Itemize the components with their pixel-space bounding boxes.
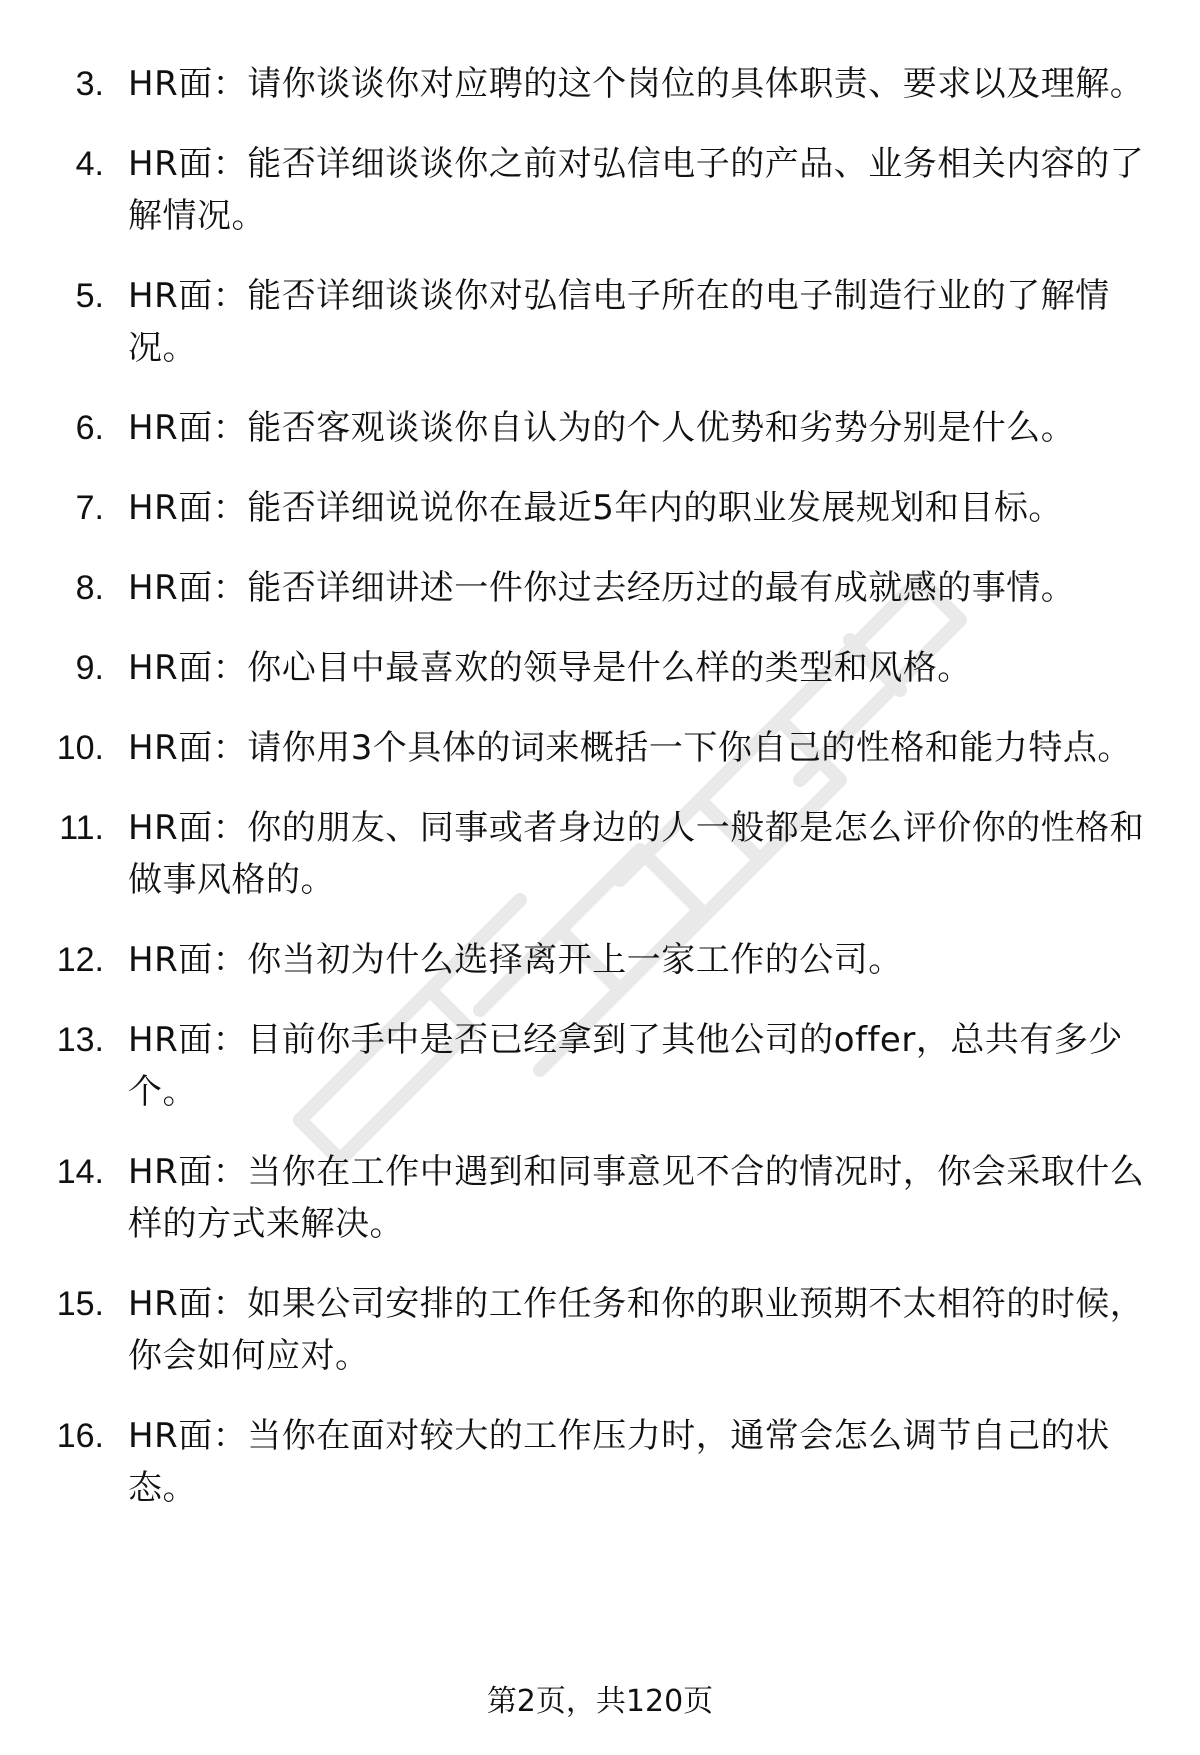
question-item — [0, 1014, 1200, 1118]
question-item — [0, 562, 1200, 614]
question-text: HR面：你当初为什么选择离开上一家工作的公司。 — [128, 940, 903, 980]
question-number: 5. — [75, 277, 104, 315]
question-number: 9. — [75, 649, 104, 687]
question-item — [0, 722, 1200, 774]
question-item — [0, 802, 1200, 906]
question-list — [0, 58, 1200, 1542]
question-text: HR面：目前你手中是否已经拿到了其他公司的offer，总共有多少个。 — [128, 1020, 1123, 1112]
question-number: 8. — [75, 569, 104, 607]
question-text: HR面：当你在工作中遇到和同事意见不合的情况时，你会采取什么样的方式来解决。 — [128, 1152, 1145, 1244]
question-text: HR面：当你在面对较大的工作压力时，通常会怎么调节自己的状态。 — [128, 1416, 1110, 1508]
question-item — [0, 1278, 1200, 1382]
question-number: 12. — [56, 941, 104, 979]
question-text: HR面：能否详细说说你在最近5年内的职业发展规划和目标。 — [128, 488, 1063, 528]
question-number: 7. — [75, 489, 104, 527]
question-text: HR面：能否客观谈谈你自认为的个人优势和劣势分别是什么。 — [128, 408, 1076, 448]
question-number: 13. — [56, 1021, 104, 1059]
question-item — [0, 482, 1200, 534]
question-number: 3. — [75, 65, 104, 103]
question-number: 6. — [75, 409, 104, 447]
question-number: 10. — [56, 729, 104, 767]
question-number: 16. — [56, 1417, 104, 1455]
question-item — [0, 58, 1200, 110]
question-item — [0, 1410, 1200, 1514]
page-footer — [0, 1682, 1200, 1722]
question-item — [0, 138, 1200, 242]
question-text: HR面：你的朋友、同事或者身边的人一般都是怎么评价你的性格和做事风格的。 — [128, 808, 1145, 900]
question-text: HR面：能否详细讲述一件你过去经历过的最有成就感的事情。 — [128, 568, 1076, 608]
question-item — [0, 270, 1200, 374]
question-number: 15. — [56, 1285, 104, 1323]
question-item — [0, 934, 1200, 986]
question-text: HR面：能否详细谈谈你对弘信电子所在的电子制造行业的了解情况。 — [128, 276, 1110, 368]
question-number: 4. — [75, 145, 104, 183]
question-item — [0, 402, 1200, 454]
question-text: HR面：请你用3个具体的词来概括一下你自己的性格和能力特点。 — [128, 728, 1132, 768]
page-number-label: 第2页，共120页 — [486, 1684, 714, 1719]
question-item — [0, 642, 1200, 694]
question-number: 11. — [59, 809, 104, 847]
question-number: 14. — [56, 1153, 104, 1191]
question-text: HR面：你心目中最喜欢的领导是什么样的类型和风格。 — [128, 648, 972, 688]
question-text: HR面：请你谈谈你对应聘的这个岗位的具体职责、要求以及理解。 — [128, 64, 1145, 104]
question-text: HR面：如果公司安排的工作任务和你的职业预期不太相符的时候，你会如何应对。 — [128, 1284, 1145, 1376]
question-text: HR面：能否详细谈谈你之前对弘信电子的产品、业务相关内容的了解情况。 — [128, 144, 1145, 236]
question-item — [0, 1146, 1200, 1250]
